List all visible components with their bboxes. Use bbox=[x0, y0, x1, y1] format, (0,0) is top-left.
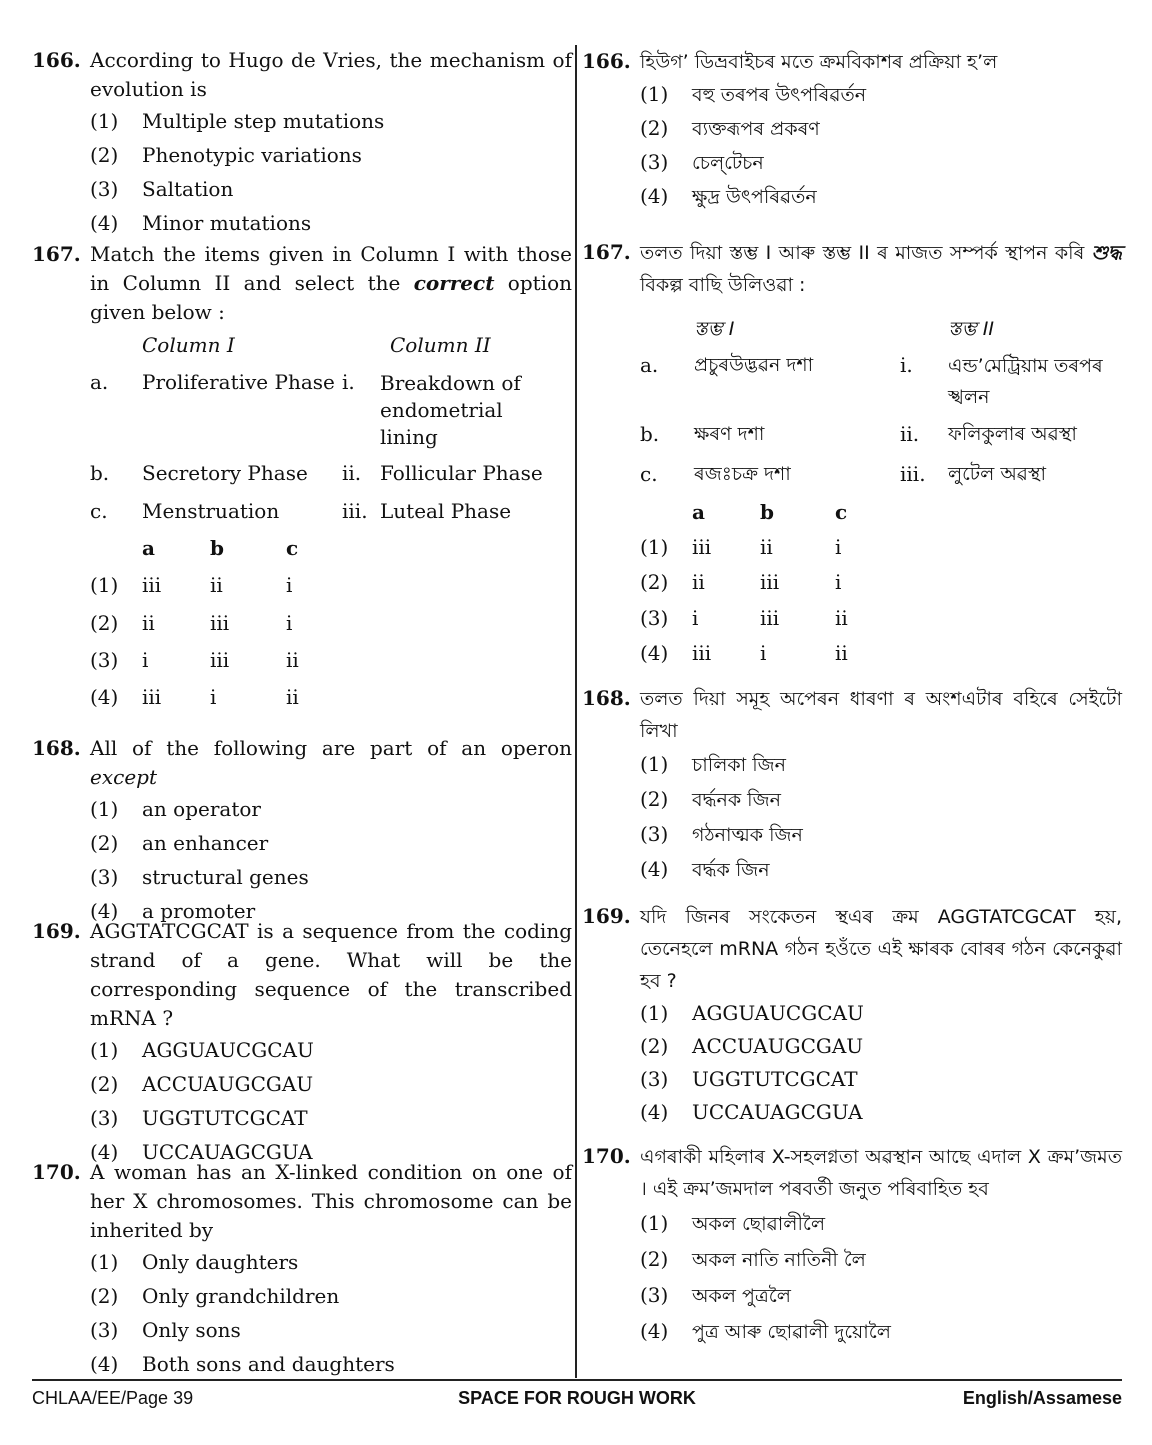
match-table: Column I Column II a. Proliferative Phase i. Breakdown of endometrial lining b. Secretory Phase ii. Follicular Phase c. Menstruation iii. Luteal Phase a b c (1) iii ii i (2) ii iii i (3) i iii ii (4) iii i ii bbox=[32, 327, 572, 742]
option-3[interactable]: (3) UGGTUTCGCAT bbox=[640, 1067, 858, 1091]
option-4[interactable]: (4) বৰ্দ্ধক জিন bbox=[640, 857, 770, 881]
question-169-as bbox=[582, 901, 1122, 1129]
question-167-as: 167. তলত দিয়া স্তম্ভ I আৰু স্তম্ভ II ৰ মাজত সম্পৰ্ক স্থাপন কৰি শুদ্ধ বিকল্প বাছি উলিওৱা : স্তম্ভ I স্তম্ভ II a. প্ৰচুৰউদ্ভৱন দশা i. এন্ড’মেট্ৰিয়াম তৰপৰ স্খলন b. ক্ষৰণ দশা ii. ফলিকুলাৰ অৱস্থা c. ৰজঃচক্ৰ দশা iii. লুটেল অৱস্থা a b c (1) iii ii i (2) ii iii i (3) i iii ii (4) iii i ii bbox=[582, 237, 1122, 681]
column-divider bbox=[575, 45, 577, 1378]
option-3[interactable]: (3) structural genes bbox=[90, 865, 309, 889]
question-text: AGGTATCGCAT is a sequence from the coding strand of a gene. What will be the corresponding sequence of the transcribed mRNA ? bbox=[90, 919, 572, 1030]
question-168-as bbox=[582, 683, 1122, 887]
option-3[interactable]: (3) চেল্‌টেচন bbox=[640, 150, 764, 174]
column-2-item: Breakdown of endometrial lining bbox=[380, 371, 521, 449]
option-3[interactable]: (3) Only sons bbox=[90, 1318, 241, 1342]
option-1[interactable]: (1) অকল ছোৱালীলৈ bbox=[640, 1211, 826, 1235]
question-168-en: 168. All of the following are part of an operon except (1) an operator (2) an enhancer (3) structural genes (4) a promoter bbox=[32, 734, 572, 928]
question-169-en bbox=[32, 917, 572, 1169]
question-number: 170. bbox=[582, 1144, 631, 1168]
rough-work-label: SPACE FOR ROUGH WORK bbox=[458, 1388, 696, 1408]
column-1-item: ক্ষৰণ দশা bbox=[694, 423, 765, 445]
question-number: 169. bbox=[32, 919, 81, 943]
question-number: 170. bbox=[32, 1160, 81, 1184]
column-1-item: ৰজঃচক্ৰ দশা bbox=[694, 463, 791, 485]
option-2[interactable]: (2) অকল নাতি নাতিনী লৈ bbox=[640, 1247, 866, 1271]
match-table: স্তম্ভ I স্তম্ভ II a. প্ৰচুৰউদ্ভৱন দশা i. এন্ড’মেট্ৰিয়াম তৰপৰ স্খলন b. ক্ষৰণ দশা ii. ফলিকুলাৰ অৱস্থা c. ৰজঃচক্ৰ দশা iii. লুটেল অৱস্থা a b c (1) iii ii i (2) ii iii i (3) i iii ii (4) iii i ii bbox=[582, 301, 1122, 681]
column-1-item: Secretory Phase bbox=[142, 461, 308, 485]
question-170-as bbox=[582, 1141, 1122, 1349]
question-text: যদি জিনৰ সংকেতন স্থএৰ ক্ৰম AGGTATCGCAT হয়, তেনেহলে mRNA গঠন হওঁতে এই ক্ষাৰক বোৰৰ গঠন কেনেকুৱা হব ? bbox=[640, 906, 1122, 992]
option-3[interactable]: (3) গঠনাত্মক জিন bbox=[640, 822, 803, 846]
option-2[interactable]: (2) ACCUAUGCGAU bbox=[640, 1034, 864, 1058]
page-footer bbox=[32, 1388, 1122, 1418]
option-4[interactable]: (4) ক্ষুদ্ৰ উৎপৰিৱৰ্তন bbox=[640, 184, 817, 208]
column-2-item: ফলিকুলাৰ অৱস্থা bbox=[948, 423, 1077, 445]
option-1[interactable]: (1) বহু তৰপৰ উৎপৰিৱৰ্তন bbox=[640, 82, 867, 106]
question-166-en bbox=[32, 46, 572, 240]
option-2[interactable]: (2) an enhancer bbox=[90, 831, 269, 855]
page-code: CHLAA/EE/Page 39 bbox=[32, 1388, 194, 1408]
column-1-item: প্ৰচুৰউদ্ভৱন দশা bbox=[694, 354, 814, 376]
column-2-item: লুটেল অৱস্থা bbox=[948, 463, 1047, 485]
question-number: 167. bbox=[32, 242, 81, 266]
column-2-item: এন্ড’মেট্ৰিয়াম তৰপৰ স্খলন bbox=[948, 355, 1103, 408]
question-number: 168. bbox=[32, 736, 81, 760]
option-1[interactable]: (1) Multiple step mutations bbox=[90, 109, 385, 133]
option-4[interactable]: (4) UCCAUAGCGUA bbox=[90, 1140, 313, 1164]
question-167-en: 167. Match the items given in Column I with those in Column II and select the correct option given below : Column I Column II a. Proliferative Phase i. Breakdown of endometrial lining b. Secretory Phase ii. Follicular Phase c. Menstruation iii. Luteal Phase a b c (1) iii ii i (2) ii iii i (3) i iii ii (4) iii i ii bbox=[32, 240, 572, 742]
option-2[interactable]: (2) ACCUAUGCGAU bbox=[90, 1072, 314, 1096]
option-1[interactable]: (1) চালিকা জিন bbox=[640, 752, 786, 776]
option-2[interactable]: (2) Phenotypic variations bbox=[90, 143, 362, 167]
option-4[interactable]: (4) a promoter bbox=[90, 899, 256, 923]
option-1[interactable]: (1) AGGUAUCGCAU bbox=[90, 1038, 314, 1062]
question-number: 168. bbox=[582, 686, 631, 710]
question-166-as bbox=[582, 47, 1122, 213]
question-text: According to Hugo de Vries, the mechanism of evolution is bbox=[90, 48, 572, 101]
option-3[interactable]: (3) UGGTUTCGCAT bbox=[90, 1106, 308, 1130]
question-text: এগৰাকী মহিলাৰ X-সহলগ্নতা অৱস্থান আছে এদাল X ক্ৰম’জমত । এই ক্ৰম’জমদাল পৰবৰ্তী জনুত পৰিবাহিত হব bbox=[640, 1146, 1122, 1200]
column-1-header: Column I bbox=[142, 333, 235, 357]
option-4[interactable]: (4) Both sons and daughters bbox=[90, 1352, 395, 1376]
option-4[interactable]: (4) পুত্ৰ আৰু ছোৱালী দুয়োলৈ bbox=[640, 1319, 891, 1343]
option-4[interactable]: (4) Minor mutations bbox=[90, 211, 312, 235]
option-2[interactable]: (2) ব্যক্তৰূপৰ প্ৰকৰণ bbox=[640, 116, 820, 140]
question-170-en bbox=[32, 1158, 572, 1381]
option-3[interactable]: (3) অকল পুত্ৰলৈ bbox=[640, 1283, 791, 1307]
option-1[interactable]: (1) Only daughters bbox=[90, 1250, 299, 1274]
column-2-header: Column II bbox=[390, 333, 491, 357]
column-2-item: Luteal Phase bbox=[380, 499, 512, 523]
column-1-item: Menstruation bbox=[142, 499, 280, 523]
question-text: তলত দিয়া সমূহ অপেৰন ধাৰণা ৰ অংশএটাৰ বহিৰে সেইটো লিখা bbox=[640, 688, 1122, 742]
question-number: 166. bbox=[32, 48, 81, 72]
column-2-item: Follicular Phase bbox=[380, 461, 543, 485]
option-4[interactable]: (4) UCCAUAGCGUA bbox=[640, 1100, 863, 1124]
column-2-header: স্তম্ভ II bbox=[948, 318, 994, 340]
option-3[interactable]: (3) Saltation bbox=[90, 177, 234, 201]
column-1-header: স্তম্ভ I bbox=[694, 318, 735, 340]
option-1[interactable]: (1) AGGUAUCGCAU bbox=[640, 1001, 864, 1025]
column-1-item: Proliferative Phase bbox=[142, 370, 335, 394]
language-label: English/Assamese bbox=[962, 1388, 1122, 1408]
question-number: 166. bbox=[582, 49, 631, 73]
option-2[interactable]: (2) Only grandchildren bbox=[90, 1284, 340, 1308]
option-1[interactable]: (1) an operator bbox=[90, 797, 261, 821]
question-text: A woman has an X-linked condition on one of her X chromosomes. This chromosome can be inherited by bbox=[90, 1160, 572, 1242]
option-2[interactable]: (2) বৰ্দ্ধনক জিন bbox=[640, 787, 781, 811]
question-text: হিউগ’ ডিভ্ৰবাইচৰ মতে ক্ৰমবিকাশৰ প্ৰক্ৰিয়া হ’ল bbox=[640, 51, 998, 73]
question-number: 167. bbox=[582, 240, 631, 264]
question-number: 169. bbox=[582, 904, 631, 928]
